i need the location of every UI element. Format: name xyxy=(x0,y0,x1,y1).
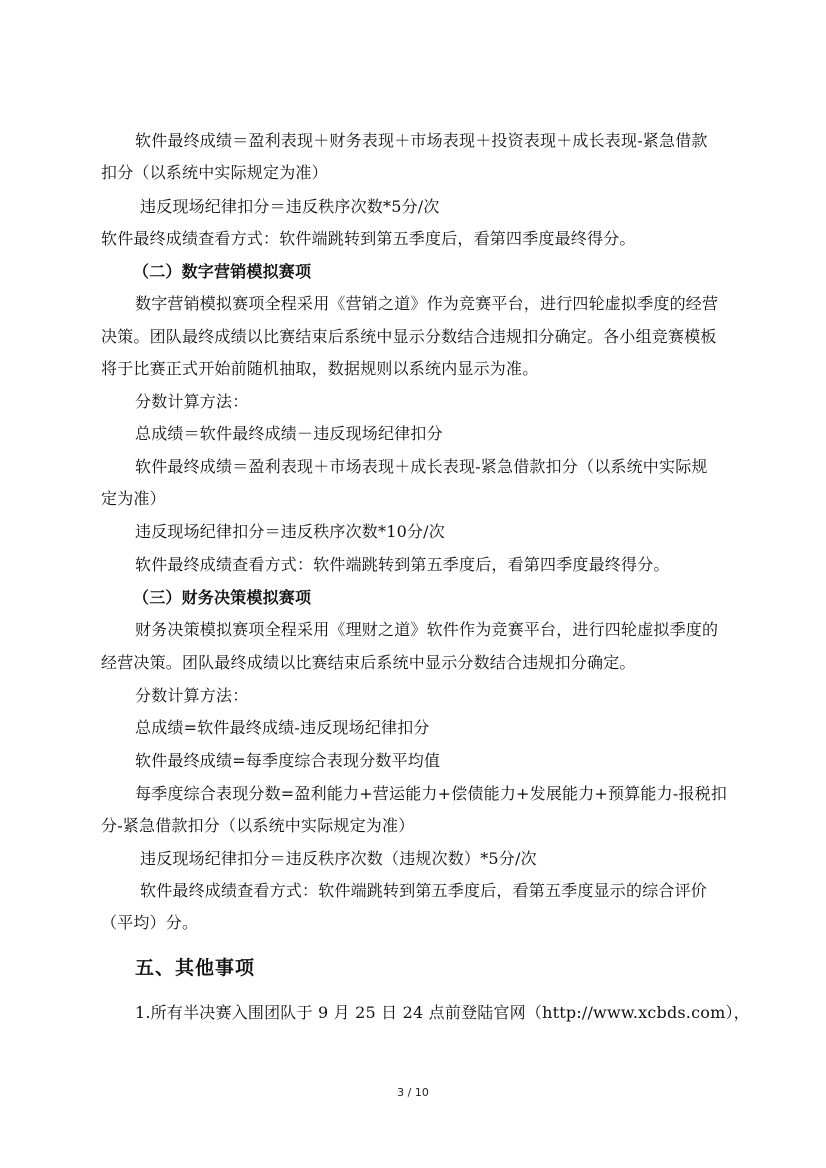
paragraph-line: 扣分（以系统中实际规定为准） xyxy=(101,163,328,182)
paragraph-line: 决策。团队最终成绩以比赛结束后系统中显示分数结合违规扣分确定。各小组竞赛模板 xyxy=(101,327,717,346)
formula-line: 每季度综合表现分数=盈利能力+营运能力+偿债能力+发展能力+预算能力-报税扣 xyxy=(135,784,728,803)
paragraph-line: 数字营销模拟赛项全程采用《营销之道》作为竞赛平台，进行四轮虚拟季度的经营 xyxy=(135,294,719,313)
paragraph-line: 分数计算方法： xyxy=(135,392,249,411)
paragraph-line: 财务决策模拟赛项全程采用《理财之道》软件作为竞赛平台，进行四轮虚拟季度的 xyxy=(135,620,719,639)
paragraph-line: 将于比赛正式开始前随机抽取，数据规则以系统内显示为准。 xyxy=(101,359,539,378)
paragraph-line: 软件最终成绩查看方式：软件端跳转到第五季度后，看第四季度最终得分。 xyxy=(101,229,636,248)
page-number: 3 / 10 xyxy=(397,1086,429,1099)
paragraph-line: 违反现场纪律扣分＝违反秩序次数*5分/次 xyxy=(140,197,440,216)
paragraph-line: 分数计算方法： xyxy=(135,686,249,705)
paragraph-line: 1.所有半决赛入围团队于 9 月 25 日 24 点前登陆官网（http://www.xcbds.com）， xyxy=(135,1003,750,1022)
formula-line: 定为准） xyxy=(101,489,166,508)
formula-line: 总成绩=软件最终成绩-违反现场纪律扣分 xyxy=(135,718,430,737)
paragraph-line: （平均）分。 xyxy=(101,913,199,932)
formula-line: 总成绩＝软件最终成绩－违反现场纪律扣分 xyxy=(135,424,443,443)
formula-line: 软件最终成绩＝盈利表现＋市场表现＋成长表现-紧急借款扣分（以系统中实际规 xyxy=(135,457,708,476)
section-heading-financial-decision: （三）财务决策模拟赛项 xyxy=(133,588,312,607)
paragraph-line: 软件最终成绩＝盈利表现＋财务表现＋市场表现＋投资表现＋成长表现-紧急借款 xyxy=(135,131,708,150)
formula-line: 软件最终成绩=每季度综合表现分数平均值 xyxy=(135,751,441,770)
chapter-heading-other-matters: 五、其他事项 xyxy=(135,957,256,979)
paragraph-line: 软件最终成绩查看方式：软件端跳转到第五季度后，看第四季度最终得分。 xyxy=(135,555,670,574)
formula-line: 分-紧急借款扣分（以系统中实际规定为准） xyxy=(101,816,415,835)
formula-line: 违反现场纪律扣分＝违反秩序次数（违规次数）*5分/次 xyxy=(140,849,537,868)
section-heading-digital-marketing: （二）数字营销模拟赛项 xyxy=(133,262,312,281)
paragraph-line: 软件最终成绩查看方式：软件端跳转到第五季度后，看第五季度显示的综合评价 xyxy=(140,881,708,900)
paragraph-line: 经营决策。团队最终成绩以比赛结束后系统中显示分数结合违规扣分确定。 xyxy=(101,653,636,672)
formula-line: 违反现场纪律扣分＝违反秩序次数*10分/次 xyxy=(135,522,445,541)
